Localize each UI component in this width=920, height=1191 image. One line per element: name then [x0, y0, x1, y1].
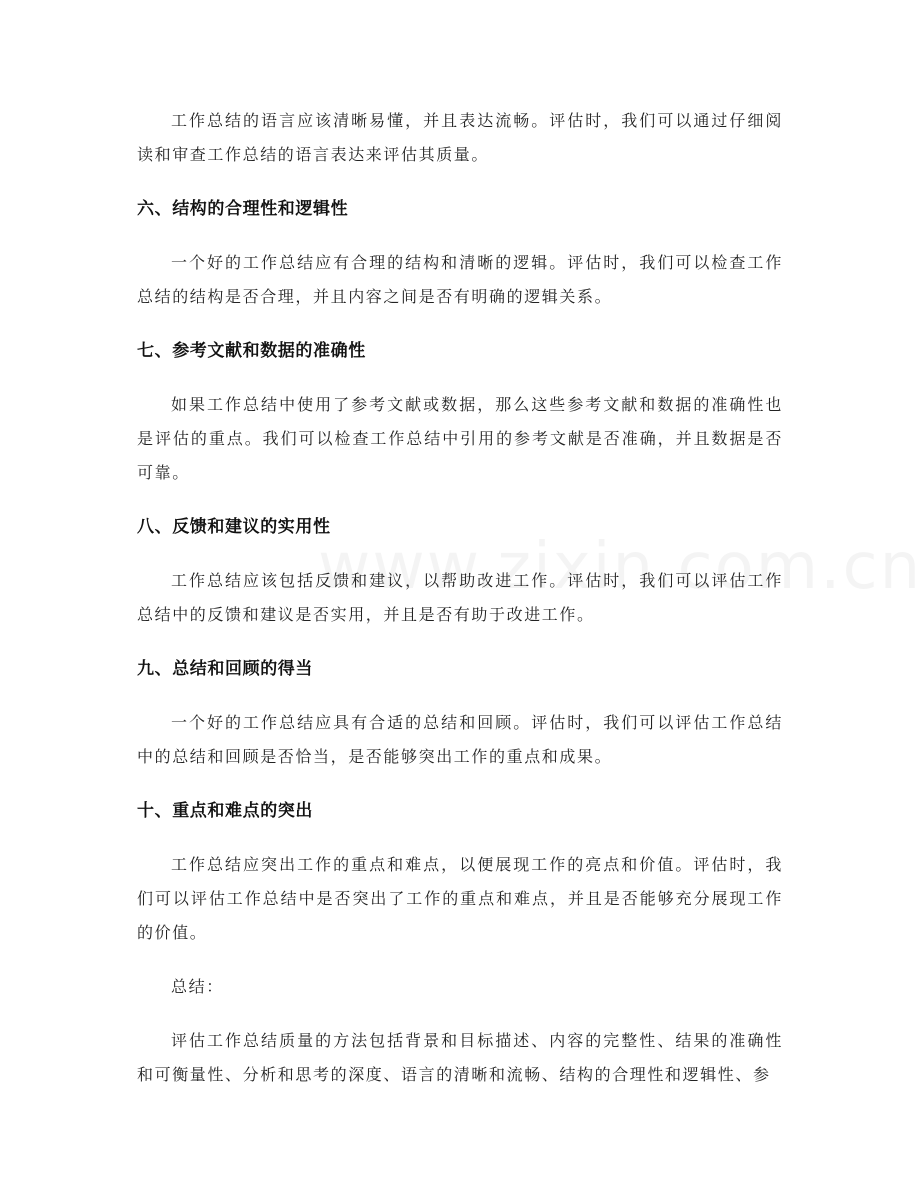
heading-key-points: 十、重点和难点的突出	[137, 801, 313, 821]
heading-references: 七、参考文献和数据的准确性	[137, 341, 366, 361]
paragraph-structure: 一个好的工作总结应有合理的结构和清晰的逻辑。评估时，我们可以检查工作总结的结构是否合理，并且内容之间是否有明确的逻辑关系。	[137, 253, 783, 306]
heading-review: 九、总结和回顾的得当	[137, 659, 313, 679]
paragraph-language: 工作总结的语言应该清晰易懂，并且表达流畅。评估时，我们可以通过仔细阅读和审查工作总结的语言表达来评估其质量。	[137, 111, 783, 164]
heading-structure: 六、结构的合理性和逻辑性	[137, 199, 349, 219]
paragraph-summary: 评估工作总结质量的方法包括背景和目标描述、内容的完整性、结果的准确性和可衡量性、分析和思考的深度、语言的清晰和流畅、结构的合理性和逻辑性、参	[137, 1031, 783, 1084]
paragraph-feedback: 工作总结应该包括反馈和建议，以帮助改进工作。评估时，我们可以评估工作总结中的反馈和建议是否实用，并且是否有助于改进工作。	[137, 571, 783, 624]
paragraph-review: 一个好的工作总结应具有合适的总结和回顾。评估时，我们可以评估工作总结中的总结和回顾是否恰当，是否能够突出工作的重点和成果。	[137, 713, 783, 766]
document-body	[137, 104, 783, 1092]
paragraph-key-points: 工作总结应突出工作的重点和难点，以便展现工作的亮点和价值。评估时，我们可以评估工作总结中是否突出了工作的重点和难点，并且是否能够充分展现工作的价值。	[137, 855, 783, 942]
paragraph-references: 如果工作总结中使用了参考文献或数据，那么这些参考文献和数据的准确性也是评估的重点。我们可以检查工作总结中引用的参考文献是否准确，并且数据是否可靠。	[137, 395, 783, 482]
heading-feedback: 八、反馈和建议的实用性	[137, 517, 331, 537]
summary-label: 总结：	[171, 977, 224, 996]
